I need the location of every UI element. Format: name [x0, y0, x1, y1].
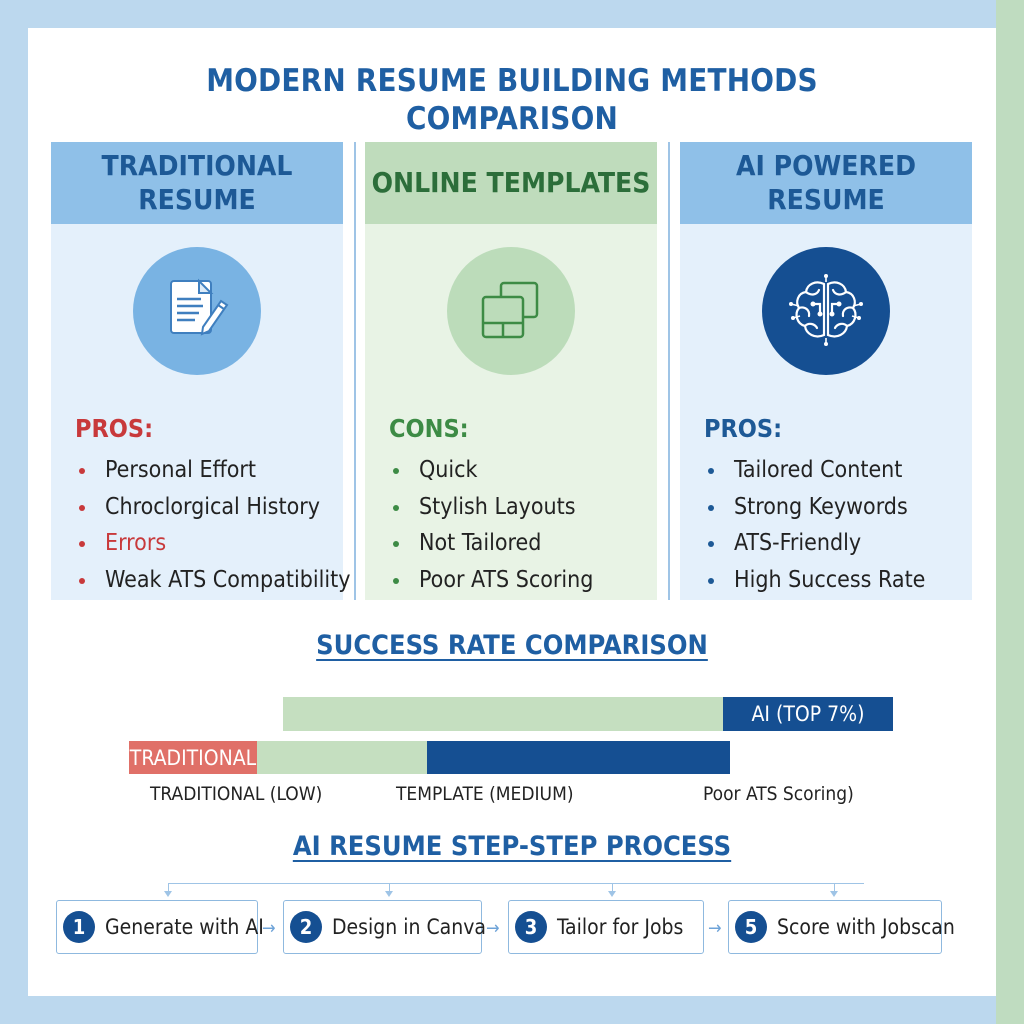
list-item: Stylish Layouts — [389, 489, 593, 526]
list-item: Chroclorgical History — [75, 489, 350, 526]
step-label: Tailor for Jobs — [557, 915, 684, 939]
flow-down-arrow — [389, 883, 390, 895]
card-traditional-header — [51, 142, 343, 224]
card-ai-header — [680, 142, 972, 224]
step-number-badge: 1 — [63, 911, 95, 943]
card-ai-list — [704, 452, 925, 598]
process-step-1 — [56, 900, 264, 954]
card-templates-list — [389, 452, 593, 598]
step-label: Generate with AI — [105, 915, 264, 939]
layout-template-icon — [447, 247, 575, 375]
right-edge-strip — [996, 0, 1024, 1024]
flow-down-arrow — [168, 883, 169, 895]
card-traditional-title-line1: TRADITIONAL — [101, 149, 293, 182]
ai-comparison-bar — [427, 741, 730, 774]
arrow-right-icon: → — [708, 918, 722, 939]
card-ai-title-line1: AI POWERED — [735, 149, 917, 182]
flow-down-arrow — [834, 883, 835, 895]
traditional-bar — [129, 741, 257, 774]
list-item: Tailored Content — [704, 452, 925, 489]
card-traditional-list — [75, 452, 350, 598]
document-pencil-icon — [133, 247, 261, 375]
axis-label-ai: Poor ATS Scoring) — [703, 783, 854, 805]
page-title — [28, 62, 996, 138]
card-templates-title: ONLINE TEMPLATES — [371, 166, 651, 199]
card-ai-powered-resume — [680, 142, 972, 600]
list-item: Quick — [389, 452, 593, 489]
ai-bar-label: AI (TOP 7%) — [751, 702, 865, 726]
column-divider — [668, 142, 670, 600]
card-templates-header — [365, 142, 657, 224]
step-number-badge: 5 — [735, 911, 767, 943]
list-item: Strong Keywords — [704, 489, 925, 526]
card-traditional-title-line2: RESUME — [138, 183, 256, 216]
process-title: AI RESUME STEP-STEP PROCESS — [292, 831, 732, 862]
traditional-bar-label: TRADITIONAL — [129, 745, 257, 770]
page-title-line1: MODERN RESUME BUILDING METHODS — [206, 63, 818, 99]
flow-down-arrow — [612, 883, 613, 895]
list-item: ATS-Friendly — [704, 525, 925, 562]
card-templates-cons-label: CONS: — [389, 414, 469, 443]
card-ai-pros-label: PROS: — [704, 414, 783, 443]
axis-label-template: TEMPLATE (MEDIUM) — [396, 783, 574, 805]
process-step-2 — [283, 900, 486, 954]
arrow-right-icon: → — [486, 918, 500, 939]
card-traditional-pros-label: PROS: — [75, 414, 154, 443]
list-item: Poor ATS Scoring — [389, 562, 593, 599]
card-ai-title-line2: RESUME — [767, 183, 885, 216]
ai-bar — [723, 697, 893, 731]
page-title-line2: COMPARISON — [405, 101, 619, 137]
step-number-badge: 3 — [515, 911, 547, 943]
process-step-3 — [508, 900, 704, 954]
template-bar — [257, 741, 427, 774]
list-item: Errors — [75, 525, 350, 562]
brain-circuit-icon — [762, 247, 890, 375]
list-item: Not Tailored — [389, 525, 593, 562]
list-item: Weak ATS Compatibility — [75, 562, 350, 599]
axis-label-traditional: TRADITIONAL (LOW) — [150, 783, 323, 805]
infographic-canvas — [28, 28, 996, 996]
step-label: Design in Canva — [332, 915, 486, 939]
ai-bar-background — [283, 697, 723, 731]
column-divider — [354, 142, 356, 600]
card-online-templates — [365, 142, 657, 600]
success-rate-title: SUCCESS RATE COMPARISON — [316, 630, 708, 661]
list-item: High Success Rate — [704, 562, 925, 599]
step-label: Score with Jobscan — [777, 915, 955, 939]
card-traditional-resume — [51, 142, 351, 600]
list-item: Personal Effort — [75, 452, 350, 489]
process-step-4 — [728, 900, 955, 954]
arrow-right-icon: → — [262, 918, 276, 939]
step-number-badge: 2 — [290, 911, 322, 943]
process-flow-line — [168, 883, 864, 884]
